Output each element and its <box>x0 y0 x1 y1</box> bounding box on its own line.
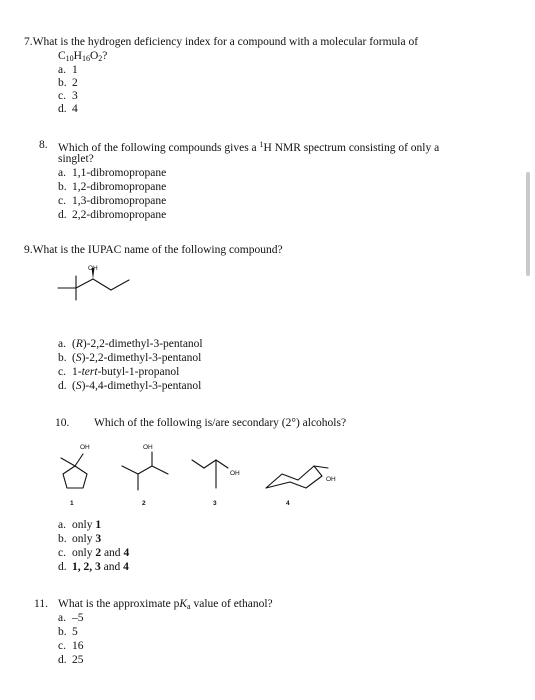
bond <box>61 458 75 466</box>
q11-option-a[interactable]: a. –5 <box>58 612 84 624</box>
q10-option-b[interactable]: b. only 3 <box>58 533 102 545</box>
q11-option-c[interactable]: c. 16 <box>58 640 84 652</box>
ring <box>266 466 322 488</box>
q9-oh-label: OH <box>88 265 98 272</box>
q10-structure-1-oh: OH <box>80 444 90 451</box>
q8-stem: Which of the following compounds gives a $^1$H NMR spectrum consisting of only a <box>58 140 440 154</box>
q9-option-c[interactable]: c. 1-tert-butyl-1-propanol <box>58 366 180 378</box>
q10-option-a[interactable]: a. only 1 <box>58 519 102 531</box>
q8-option-d[interactable]: d. 2,2-dibromopropane <box>58 209 167 221</box>
q10-structure-2-oh: OH <box>143 444 153 451</box>
q11-number: 11. <box>34 598 48 610</box>
q8-number: 8. <box>39 139 48 151</box>
q7-option-d[interactable]: d. 4 <box>58 103 78 115</box>
q11-stem: What is the approximate $pK_a$ value of ethanol? <box>58 598 273 611</box>
bond <box>314 466 328 468</box>
q7-option-a[interactable]: a. 1 <box>58 64 78 76</box>
vertical-scrollbar[interactable] <box>526 172 530 276</box>
q10-structure-1-number: 1 <box>70 500 74 507</box>
q10-structure-3-oh: OH <box>230 470 240 477</box>
q10-structure-4-oh: OH <box>326 476 336 483</box>
q10-number: 10. <box>55 417 70 429</box>
bond <box>216 460 228 468</box>
q8-stem-line2: singlet? <box>58 153 94 165</box>
q9-option-d[interactable]: d. (S)-4,4-dimethyl-3-pentanol <box>58 380 202 392</box>
bond <box>76 279 93 288</box>
q8-option-c[interactable]: c. 1,3-dibromopropane <box>58 195 167 207</box>
bond <box>204 460 216 468</box>
q11-option-b[interactable]: b. 5 <box>58 626 78 638</box>
bond <box>93 279 111 290</box>
ring <box>63 466 87 488</box>
q10-structure-2-number: 2 <box>142 500 146 507</box>
q7-option-c[interactable]: c. 3 <box>58 90 78 102</box>
q9-option-b[interactable]: b. (S)-2,2-dimethyl-3-pentanol <box>58 352 202 364</box>
bond <box>152 466 168 474</box>
q11-option-d[interactable]: d. 25 <box>58 654 84 666</box>
bond <box>192 460 204 468</box>
q10-stem: Which of the following is/are secondary (2°) alcohols? <box>94 417 347 429</box>
q9-option-a[interactable]: a. (R)-2,2-dimethyl-3-pentanol <box>58 338 203 350</box>
q7-stem: 7.What is the hydrogen deficiency index for a compound with a molecular formula of <box>24 36 419 48</box>
q10-option-c[interactable]: c. only 2 and 4 <box>58 547 130 559</box>
bond <box>111 280 129 290</box>
q9-stem: 9.What is the IUPAC name of the following compound? <box>24 244 283 256</box>
q8-option-a[interactable]: a. 1,1-dibromopropane <box>58 167 167 179</box>
q7-formula: $C_{10}H_{16}O_2$? <box>58 50 108 63</box>
bond <box>138 466 152 474</box>
q7-option-b[interactable]: b. 2 <box>58 77 78 89</box>
q8-option-b[interactable]: b. 1,2-dibromopropane <box>58 181 167 193</box>
q10-option-d[interactable]: d. 1, 2, 3 and 4 <box>58 561 129 573</box>
bond <box>122 466 138 474</box>
q10-structure-3-number: 3 <box>213 500 217 507</box>
q10-structure-4-number: 4 <box>286 500 290 507</box>
bond <box>75 454 83 466</box>
